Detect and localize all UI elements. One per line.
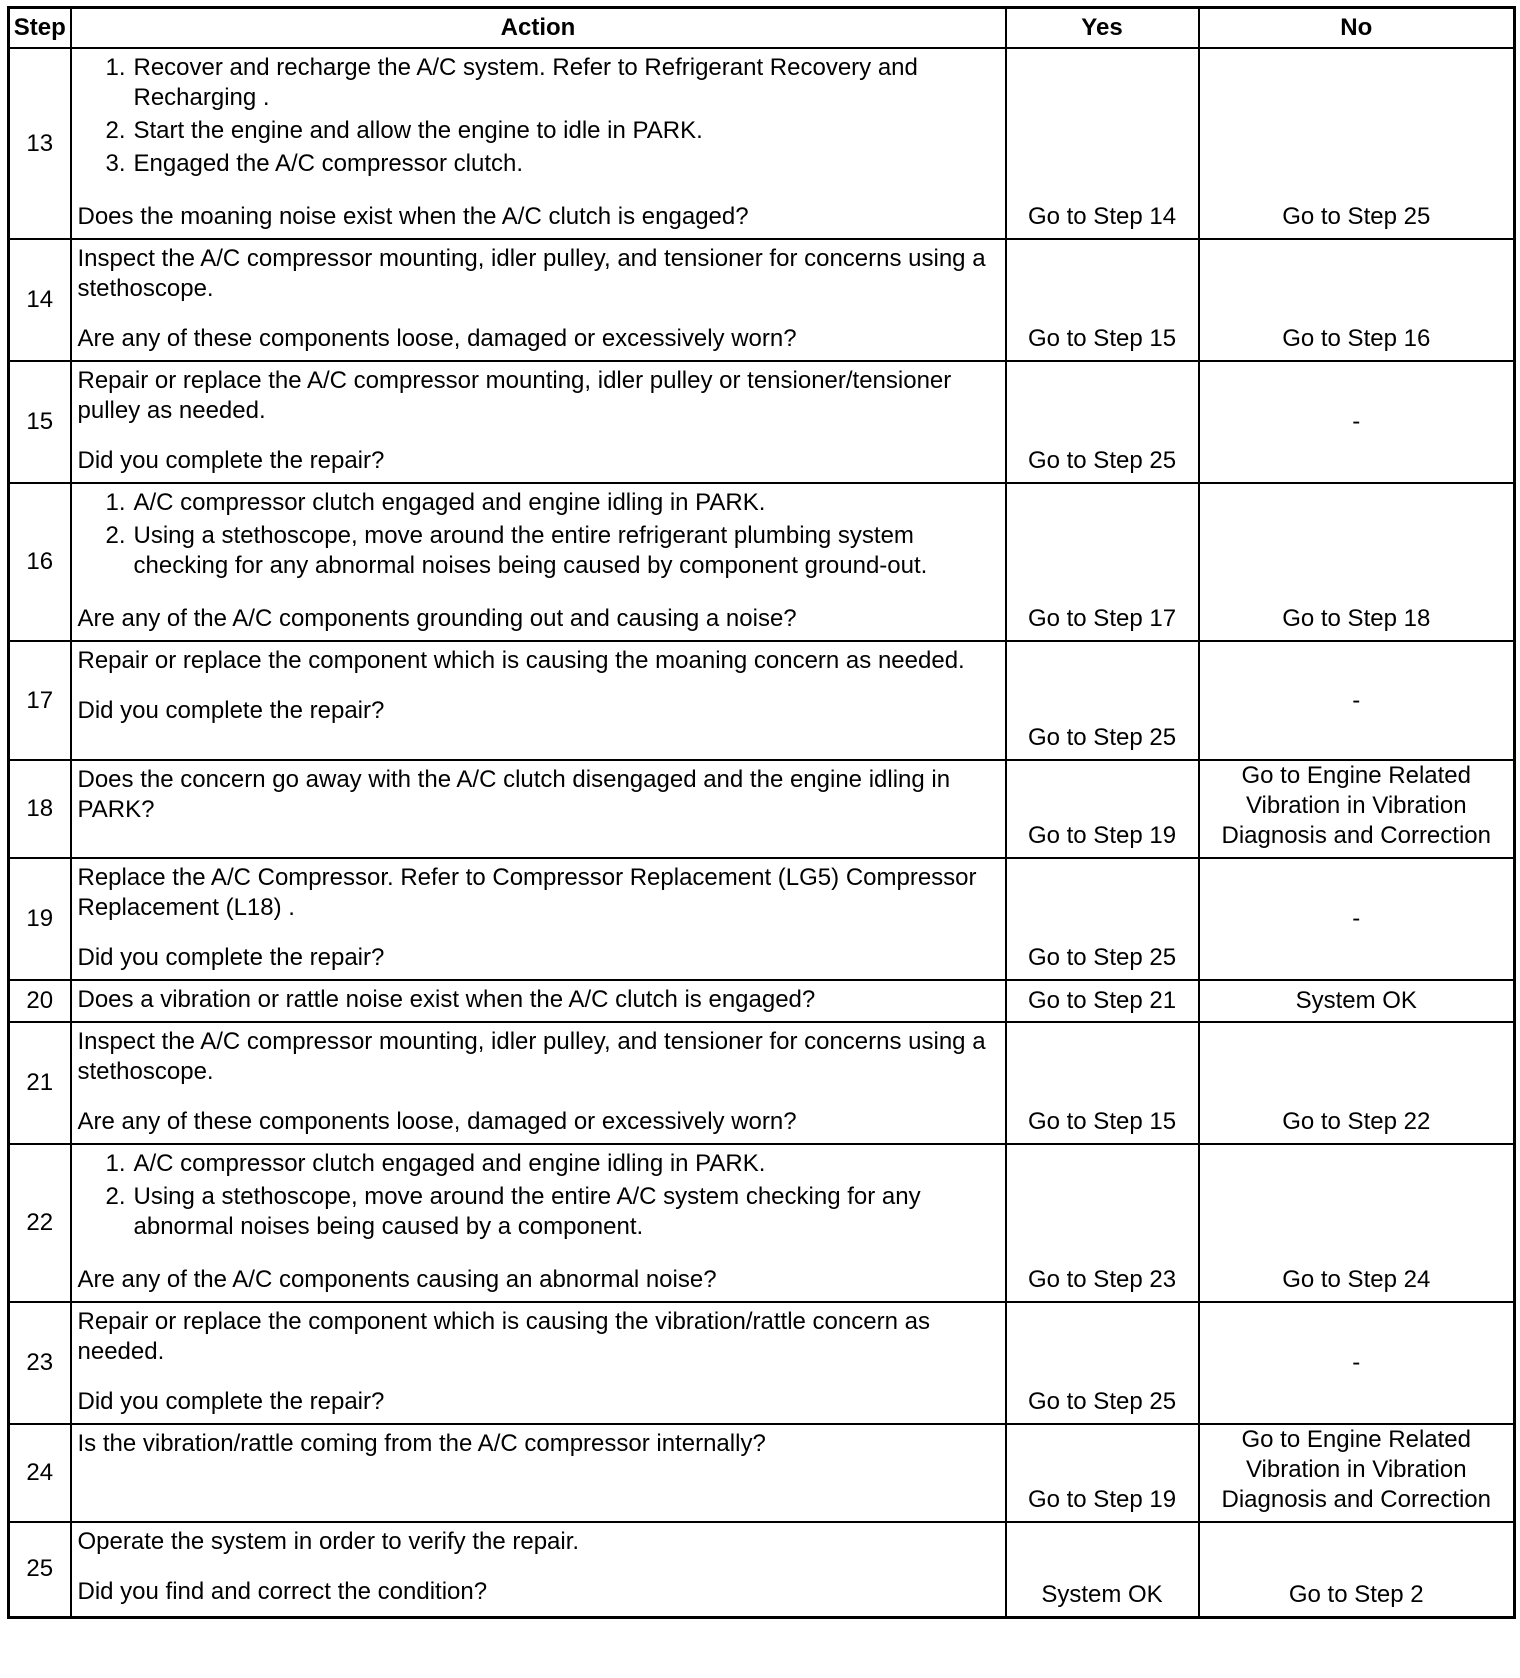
yes-result: Go to Step 14 bbox=[1006, 48, 1199, 239]
action-text: Inspect the A/C compressor mounting, idler pulley, and tensioner for concerns using a stethoscope. bbox=[77, 245, 986, 302]
action-cell bbox=[71, 48, 1006, 239]
table-row bbox=[9, 760, 1515, 858]
no-result: - bbox=[1199, 361, 1515, 483]
action-text: Operate the system in order to verify the repair. bbox=[77, 1528, 580, 1555]
action-question: Did you complete the repair? bbox=[77, 1388, 385, 1415]
action-step bbox=[78, 1149, 997, 1179]
action-text: Replace the A/C Compressor. Refer to Compressor Replacement (LG5) Compressor Replacement (L18) . bbox=[77, 864, 977, 921]
action-cell bbox=[71, 980, 1006, 1022]
action-text: Is the vibration/rattle coming from the A/C compressor internally? bbox=[77, 1430, 766, 1457]
table-row bbox=[9, 641, 1515, 760]
action-question: Are any of the A/C components causing an abnormal noise? bbox=[77, 1266, 717, 1293]
header-step: Step bbox=[9, 8, 71, 49]
action-question: Did you complete the repair? bbox=[77, 944, 385, 971]
no-result: - bbox=[1199, 858, 1515, 980]
spacer bbox=[78, 923, 997, 943]
spacer bbox=[78, 1367, 997, 1387]
action-text: Repair or replace the A/C compressor mounting, idler pulley or tensioner/tensioner pulley as needed. bbox=[77, 367, 952, 424]
action-text: Does a vibration or rattle noise exist when the A/C clutch is engaged? bbox=[77, 986, 816, 1013]
no-result: Go to Step 18 bbox=[1199, 483, 1515, 641]
header-no: No bbox=[1199, 8, 1515, 49]
action-cell bbox=[71, 1144, 1006, 1302]
step-index: 1. bbox=[105, 1150, 126, 1177]
no-result: Go to Engine Related Vibration in Vibration Diagnosis and Correction bbox=[1199, 760, 1515, 858]
step-number: 16 bbox=[9, 483, 71, 641]
yes-result: Go to Step 15 bbox=[1006, 239, 1199, 361]
yes-result: Go to Step 21 bbox=[1006, 980, 1199, 1022]
step-index: 1. bbox=[105, 54, 126, 81]
action-step-text: Using a stethoscope, move around the entire A/C system checking for any abnormal noises being caused by a component. bbox=[133, 1183, 921, 1240]
yes-result: Go to Step 25 bbox=[1006, 858, 1199, 980]
step-number: 13 bbox=[9, 48, 71, 239]
action-cell bbox=[71, 760, 1006, 858]
action-cell bbox=[71, 239, 1006, 361]
step-number: 15 bbox=[9, 361, 71, 483]
action-step-text: Using a stethoscope, move around the entire refrigerant plumbing system checking for any abnormal noises being caused by component ground-out. bbox=[133, 522, 928, 579]
action-step bbox=[78, 488, 997, 518]
action-question: Are any of the A/C components grounding out and causing a noise? bbox=[77, 605, 797, 632]
yes-result: System OK bbox=[1006, 1522, 1199, 1617]
no-result: System OK bbox=[1199, 980, 1515, 1022]
action-text: Repair or replace the component which is causing the vibration/rattle concern as needed. bbox=[77, 1308, 930, 1365]
table-row bbox=[9, 980, 1515, 1022]
action-question: Did you find and correct the condition? bbox=[77, 1578, 488, 1605]
step-number: 22 bbox=[9, 1144, 71, 1302]
step-number: 24 bbox=[9, 1424, 71, 1522]
spacer bbox=[78, 676, 997, 696]
action-cell bbox=[71, 1302, 1006, 1424]
no-result: Go to Step 2 bbox=[1199, 1522, 1515, 1617]
action-step-text: A/C compressor clutch engaged and engine idling in PARK. bbox=[133, 489, 766, 516]
step-number: 14 bbox=[9, 239, 71, 361]
header-yes: Yes bbox=[1006, 8, 1199, 49]
step-number: 18 bbox=[9, 760, 71, 858]
action-steps-list bbox=[78, 53, 997, 179]
table-row bbox=[9, 1144, 1515, 1302]
step-number: 25 bbox=[9, 1522, 71, 1617]
action-steps-list bbox=[78, 488, 997, 581]
action-step-text: A/C compressor clutch engaged and engine idling in PARK. bbox=[133, 1150, 766, 1177]
table-row bbox=[9, 239, 1515, 361]
yes-result: Go to Step 25 bbox=[1006, 361, 1199, 483]
table-row bbox=[9, 1022, 1515, 1144]
action-cell bbox=[71, 858, 1006, 980]
action-step bbox=[78, 116, 997, 146]
table-row bbox=[9, 483, 1515, 641]
spacer bbox=[78, 182, 997, 202]
yes-result: Go to Step 15 bbox=[1006, 1022, 1199, 1144]
action-cell bbox=[71, 1522, 1006, 1617]
step-number: 21 bbox=[9, 1022, 71, 1144]
action-cell bbox=[71, 483, 1006, 641]
action-question: Did you complete the repair? bbox=[77, 447, 385, 474]
table-row bbox=[9, 361, 1515, 483]
action-step-text: Recover and recharge the A/C system. Refer to Refrigerant Recovery and Recharging . bbox=[133, 54, 918, 111]
yes-result: Go to Step 19 bbox=[1006, 1424, 1199, 1522]
table-row bbox=[9, 1424, 1515, 1522]
step-index: 2. bbox=[105, 1183, 126, 1210]
table-body bbox=[9, 48, 1515, 1617]
action-cell bbox=[71, 641, 1006, 760]
action-question: Are any of these components loose, damaged or excessively worn? bbox=[77, 1108, 797, 1135]
yes-result: Go to Step 19 bbox=[1006, 760, 1199, 858]
action-text: Inspect the A/C compressor mounting, idler pulley, and tensioner for concerns using a stethoscope. bbox=[77, 1028, 986, 1085]
spacer bbox=[78, 1557, 997, 1577]
step-index: 1. bbox=[105, 489, 126, 516]
action-question: Does the moaning noise exist when the A/C clutch is engaged? bbox=[77, 203, 749, 230]
action-step bbox=[78, 1182, 997, 1242]
no-result: - bbox=[1199, 641, 1515, 760]
yes-result: Go to Step 25 bbox=[1006, 1302, 1199, 1424]
step-index: 2. bbox=[105, 117, 126, 144]
step-number: 17 bbox=[9, 641, 71, 760]
no-result: Go to Engine Related Vibration in Vibration Diagnosis and Correction bbox=[1199, 1424, 1515, 1522]
action-cell bbox=[71, 1022, 1006, 1144]
yes-result: Go to Step 23 bbox=[1006, 1144, 1199, 1302]
table-row bbox=[9, 48, 1515, 239]
yes-result: Go to Step 17 bbox=[1006, 483, 1199, 641]
action-question: Are any of these components loose, damaged or excessively worn? bbox=[77, 325, 797, 352]
no-result: - bbox=[1199, 1302, 1515, 1424]
action-step bbox=[78, 53, 997, 113]
action-step bbox=[78, 521, 997, 581]
table-row bbox=[9, 1522, 1515, 1617]
no-result: Go to Step 24 bbox=[1199, 1144, 1515, 1302]
yes-result: Go to Step 25 bbox=[1006, 641, 1199, 760]
step-index: 2. bbox=[105, 522, 126, 549]
action-text: Repair or replace the component which is causing the moaning concern as needed. bbox=[77, 647, 965, 674]
action-text: Does the concern go away with the A/C clutch disengaged and the engine idling in PARK? bbox=[77, 766, 951, 823]
header-action: Action bbox=[71, 8, 1006, 49]
spacer bbox=[78, 426, 997, 446]
step-number: 19 bbox=[9, 858, 71, 980]
action-cell bbox=[71, 361, 1006, 483]
step-index: 3. bbox=[105, 150, 126, 177]
action-cell bbox=[71, 1424, 1006, 1522]
diagnostic-table bbox=[7, 6, 1516, 1619]
action-steps-list bbox=[78, 1149, 997, 1242]
step-number: 23 bbox=[9, 1302, 71, 1424]
header-row bbox=[9, 8, 1515, 49]
spacer bbox=[78, 304, 997, 324]
action-step-text: Engaged the A/C compressor clutch. bbox=[133, 150, 524, 177]
table-row bbox=[9, 1302, 1515, 1424]
action-step-text: Start the engine and allow the engine to idle in PARK. bbox=[133, 117, 703, 144]
spacer bbox=[78, 1087, 997, 1107]
step-number: 20 bbox=[9, 980, 71, 1022]
no-result: Go to Step 16 bbox=[1199, 239, 1515, 361]
action-step bbox=[78, 149, 997, 179]
table-row bbox=[9, 858, 1515, 980]
spacer bbox=[78, 584, 997, 604]
action-question: Did you complete the repair? bbox=[77, 697, 385, 724]
no-result: Go to Step 25 bbox=[1199, 48, 1515, 239]
spacer bbox=[78, 1245, 997, 1265]
no-result: Go to Step 22 bbox=[1199, 1022, 1515, 1144]
